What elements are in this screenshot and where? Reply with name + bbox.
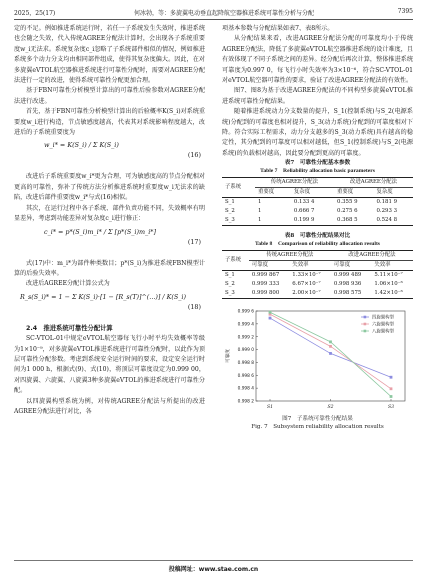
y-tick-label: 0.999 0 xyxy=(237,348,254,354)
figure-7-caption-cn: 图7 子系统可靠性分配结果 xyxy=(282,416,353,423)
table-cell: 0.275 6 xyxy=(336,208,358,215)
table-cell: 0.293 3 xyxy=(376,208,398,215)
paragraph: 改进后子系统重要度w_i*更为合理，可为敏感度高的节点分配相对更高的可靠性，弥补了传统方法分析推进系统时重要度w_i无法求的缺陷，改进后部件重要度w_i*与式(16)相似。 xyxy=(14,173,205,202)
data-point xyxy=(390,388,393,391)
line-chart-svg xyxy=(222,305,413,415)
equation-16 xyxy=(14,140,205,170)
y-tick-label: 0.999 2 xyxy=(237,335,254,341)
legend-label: 八旋翼构型 xyxy=(372,329,394,335)
table-cell: S_3 xyxy=(225,290,235,297)
y-tick-label: 0.998 6 xyxy=(237,374,254,380)
table-cell: 0.181 9 xyxy=(376,199,398,206)
paragraph: 首先，基于FBN可靠性分析模型计算出的后验概率K(S_i)对系统重要度w_i进行构造，节点敏感度越高，代表其对系统影响程度越大，改进后的子系统重要度为 xyxy=(14,108,205,137)
table-cell: 0.998 936 xyxy=(333,281,362,288)
article-running-title: 何冰勃，等：多旋翼电动垂直起降航空器推进系统可靠性分析与分配 xyxy=(134,10,315,17)
table-row xyxy=(222,271,413,281)
table-cell: 5.11×10⁻⁷ xyxy=(374,272,403,279)
table-group-header: 改进AGREE分配法 xyxy=(334,178,413,188)
table-header: 复杂度 xyxy=(293,189,311,196)
data-point xyxy=(329,341,332,344)
equation-number: (18) xyxy=(187,302,201,311)
table-cell: 0.999 867 xyxy=(251,272,280,279)
table-header: 失效率 xyxy=(374,262,391,269)
table-cell: 0.133 4 xyxy=(293,199,315,206)
table-cell: 1.06×10⁻⁶ xyxy=(374,281,403,288)
table-row xyxy=(222,216,413,226)
paragraph: 以四旋翼构型系统为例，对传统AGREE分配法与所提出的改进AGREE分配法进行对比，各 xyxy=(14,397,205,415)
table-8-caption-cn: 表8 可靠性分配结果对比 xyxy=(284,233,351,240)
table-group-header: 传统AGREE分配法 xyxy=(249,251,331,261)
data-point xyxy=(329,352,332,355)
footer-url: 投稿网址：www.stae.com.cn xyxy=(168,566,259,573)
right-column xyxy=(222,24,413,431)
y-tick-label: 0.998 2 xyxy=(237,399,254,405)
table-row xyxy=(222,198,413,208)
table-cell: 0.368 5 xyxy=(336,217,358,224)
paragraph: 基于FBN可靠性分析模型计算出的可靠性后验参数对AGREE分配法进行改进。 xyxy=(14,87,205,105)
table-cell: 0.524 8 xyxy=(376,217,398,224)
equation-18 xyxy=(14,292,205,322)
table-cell: 0.999 489 xyxy=(333,272,362,279)
equation-number: (16) xyxy=(187,151,201,160)
y-tick-label: 0.999 6 xyxy=(237,309,254,315)
y-tick-label: 0.999 4 xyxy=(237,322,254,328)
paragraph: 从分配结果来看，改进AGREE分配法分配的可靠度均小于传统AGREE分配法，降低了多旋翼eVTOL航空器推进系统的设计难度，且有效体现了不同子系统之间的差异。经分配后再次计算，整体推进系统可靠度为0.997 0，每飞行小时失效率为3×10⁻⁶，符合SC-VTOL-01对eVTOL航空器可靠性的要求，验证了改进AGREE分配法的有效性。 xyxy=(222,35,413,85)
y-axis-label: 可靠度 xyxy=(226,349,231,364)
paragraph: 随着推进系统动力分支数量的提升，S_1(控制系统)与S_2(电源系统)分配到的可靠度也相对提升，S_3(动力系统)分配到的可靠度相对下降。符合实际工程需求，动力分支越多的S_3(动力系统)具有越高的稳定性，其分配到的可靠度可以相对越低，但S_1(控制系统)与S_2(电源系统)的负载相对越高，因此要分配到更高的可靠度。 xyxy=(222,108,413,157)
paragraph: 图7、图8为基于改进AGREE分配法的不同构型多旋翼eVTOL推进系统可靠性分配结果。 xyxy=(222,87,413,105)
data-point xyxy=(329,345,332,348)
table-cell: 1.42×10⁻⁶ xyxy=(374,290,403,297)
table-cell: S_2 xyxy=(225,281,235,288)
legend-label: 四旋翼构型 xyxy=(372,315,394,321)
table-cell: 1 xyxy=(257,199,262,206)
paragraph: 定的不足。例如推进系统运行时，若任一子系统发生失效时，推进系统也会随之失效，代入传统AGREE分配法计算时，会出现各子系统重要度w_i无法求。系统复杂度c_i忽略了子系统部件相似的情况，例如推进系统多个动力分支均由相同部件组成，使得其复杂度偏大。因此，在对多旋翼eVTOL航空器推进系统进行可靠性分配时，需要对AGREE分配法进行一定的改进，使得系统可靠性分配更加合理。 xyxy=(14,25,205,85)
x-tick-label: S1 xyxy=(266,405,274,411)
data-point xyxy=(390,376,393,379)
table-cell: 0.666 7 xyxy=(293,208,315,215)
table-cell: 1 xyxy=(257,208,262,215)
table-header: 失效率 xyxy=(292,262,309,269)
table-cell: 0.999 333 xyxy=(251,281,280,288)
table-row xyxy=(222,280,413,289)
data-point xyxy=(390,395,393,398)
data-point xyxy=(269,317,272,320)
legend-marker xyxy=(364,316,367,319)
x-tick-label: S3 xyxy=(387,405,395,411)
figure-7-chart xyxy=(222,305,413,415)
table-cell: 6.67×10⁻⁷ xyxy=(292,281,321,288)
table-cell: 1 xyxy=(257,217,262,224)
header-rule xyxy=(14,19,413,20)
legend-marker xyxy=(364,323,367,326)
table-header: 复杂度 xyxy=(376,189,393,196)
table-cell: 1.33×10⁻⁷ xyxy=(292,272,321,279)
paragraph: 其次，在运行过程中各子系统、部件负责功能不同，失效概率有明显差异，考虑到功能差异对复杂度c_i进行修正： xyxy=(14,204,205,223)
table-7-caption-cn: 表7 可靠性分配基本参数 xyxy=(284,160,351,167)
table-group-header: 改进AGREE分配法 xyxy=(331,251,413,261)
equation-body: R_s(S_i)* = 1 − Σ K(S_i)·[1 − [R_s(T)]^(...)] / K(S_i) xyxy=(20,292,186,301)
page-number: 7395 xyxy=(397,8,413,15)
footer-rule xyxy=(14,560,413,561)
table-header: 重要度 xyxy=(336,189,354,196)
x-tick-label: S2 xyxy=(327,405,334,411)
legend-label: 六旋翼构型 xyxy=(372,322,394,328)
journal-issue: 2025，25(17) xyxy=(14,10,56,17)
equation-17 xyxy=(14,227,205,257)
paragraph: 项基本参数与分配结果如表7、表8所示。 xyxy=(222,25,334,32)
y-tick-label: 0.998 4 xyxy=(237,387,254,393)
table-row xyxy=(222,289,413,299)
y-tick-label: 0.998 8 xyxy=(237,361,254,367)
table-header: 重要度 xyxy=(257,189,275,196)
table-cell: S_2 xyxy=(225,208,235,215)
equation-body: w_i* = K(S_i) / Σ K(S_i) xyxy=(44,141,119,150)
figure-7-caption-en: Fig. 7 Subsystem reliability allocation results xyxy=(251,424,384,431)
paragraph: SC-VTOL-01中规定eVTOL航空器每飞行小时平均失效概率等级为1×10⁻⁹，对多旋翼eVTOL推进系统进行可靠性分配时，以此作为顶层可靠性分配参数。考虑到系统安全运行时间的要求，设定安全运行时间为1 000 h，根据式(9)、式(10)，将顶层可靠度设定为0.999 00，对四旋翼、六旋翼、八旋翼3种多旋翼eVTOL的推进系统进行可靠性分配。 xyxy=(14,335,205,395)
table-row xyxy=(222,207,413,216)
equation-body: c_i* = p*(S_i)m_i* / Σ [p*(S_i)m_i*] xyxy=(44,227,156,236)
section-heading: 2.4 推进系统可靠性分配计算 xyxy=(26,324,113,332)
left-column xyxy=(14,24,205,417)
table-cell: 0.999 800 xyxy=(251,290,280,297)
table-cell: 0.998 575 xyxy=(333,290,362,297)
table-cell: S_1 xyxy=(225,199,235,206)
table-7-caption-en: Table 7 Reliability allocation basic parameters xyxy=(260,168,375,175)
table-cell: 0.199 9 xyxy=(293,217,315,224)
equation-number: (17) xyxy=(187,237,201,246)
table-header: 可靠度 xyxy=(333,262,351,269)
table-header: 子系统 xyxy=(225,184,242,191)
table-cell: 2.00×10⁻⁷ xyxy=(292,290,321,297)
table-8 xyxy=(222,250,413,299)
data-point xyxy=(269,311,272,314)
paragraph: 改进后AGREE分配计算公式为 xyxy=(26,280,110,288)
table-header: 可靠度 xyxy=(251,262,269,269)
table-cell: S_3 xyxy=(225,217,235,224)
table-8-caption-en: Table 8 Comparison of reliability allocation results xyxy=(255,241,380,248)
legend-marker xyxy=(364,330,367,333)
table-7 xyxy=(222,177,413,226)
table-cell: S_1 xyxy=(225,272,235,279)
paragraph: 式(17)中：m_i*为部件种类数目；p*(S_i)为推进系统FBN模型计算的后验失效率。 xyxy=(14,259,205,277)
table-header: 子系统 xyxy=(225,257,242,264)
table-group-header: 传统AGREE分配法 xyxy=(255,178,334,188)
table-cell: 0.355 9 xyxy=(336,199,358,206)
